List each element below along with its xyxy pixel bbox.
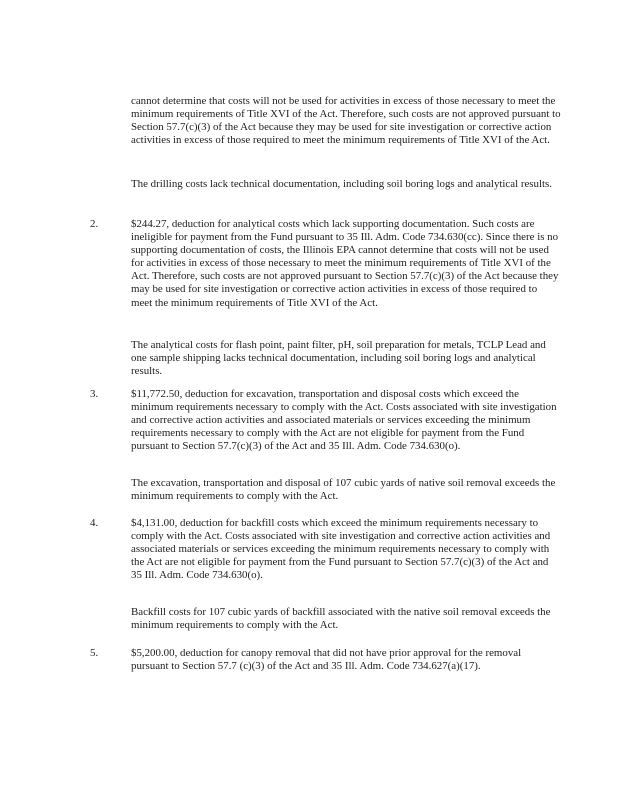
item-3-text: $11,772.50, deduction for excavation, transportation and disposal costs which exceed the minimum requirements necessary to comply with the Act. Costs associated with site investigation and corrective action activities and associated materials or services exceeding the minimum requirements necessary to comply with the Act are not eligible for payment from the Fund pursuant to Section 57.7(c)(3) of the Act and 35 Ill. Adm. Code 734.630(o). [131, 388, 557, 453]
item-number-4: 4. [90, 517, 99, 529]
item-5-text: $5,200.00, deduction for canopy removal that did not have prior approval for the removal pursuant to Section 57.7 (c)(3) of the Act and 35 Ill. Adm. Code 734.627(a)(17). [131, 647, 522, 673]
item-4-text: $4,131.00, deduction for backfill costs which exceed the minimum requirements necessary to comply with the Act. Costs associated with site investigation and corrective action activities and associated materials or services exceeding the minimum requirements necessary to comply with the Act are not eligible for payment from the Fund pursuant to Section 57.7(c)(3) of the Act and 35 Ill. Adm. Code 734.630(o). [131, 517, 551, 582]
item-number-5: 5. [90, 647, 99, 659]
paragraph-drilling-note: The drilling costs lack technical documentation, including soil boring logs and analytical results. [131, 178, 553, 190]
item-number-3: 3. [90, 388, 99, 400]
item-number-2: 2. [90, 218, 99, 230]
item-2-text: $244.27, deduction for analytical costs which lack supporting documentation. Such costs are ineligible for payment from the Fund pursuant to 35 Ill. Adm. Code 734.630(cc). Since there is no supporting documentation of costs, the Illinois EPA cannot determine that costs will not be used for activities in excess of those necessary to meet the minimum requirements of Title XVI of the Act. Therefore, such costs are not approved pursuant to Section 57.7(c)(3) of the Act because they may be used for site investigation or corrective action activities in excess of those required to meet the minimum requirements of Title XVI of the Act. [131, 218, 559, 309]
paragraph-continuation: cannot determine that costs will not be used for activities in excess of those necessary to meet the minimum requirements of Title XVI of the Act. Therefore, such costs are not approved pursuant to Section 57.7(c)(3) of the Act because they may be used for site investigation or corrective action activities in excess of those required to meet the minimum requirements of Title XVI of the Act. [131, 95, 561, 147]
paragraph-excavation-note: The excavation, transportation and disposal of 107 cubic yards of native soil removal exceeds the minimum requirements to comply with the Act. [131, 477, 556, 503]
paragraph-backfill-note: Backfill costs for 107 cubic yards of backfill associated with the native soil removal exceeds the minimum requirements to comply with the Act. [131, 606, 551, 632]
paragraph-analytical-note: The analytical costs for flash point, paint filter, pH, soil preparation for metals, TCLP Lead and one sample shipping lacks technical documentation, including soil boring logs and analytical results. [131, 339, 546, 378]
